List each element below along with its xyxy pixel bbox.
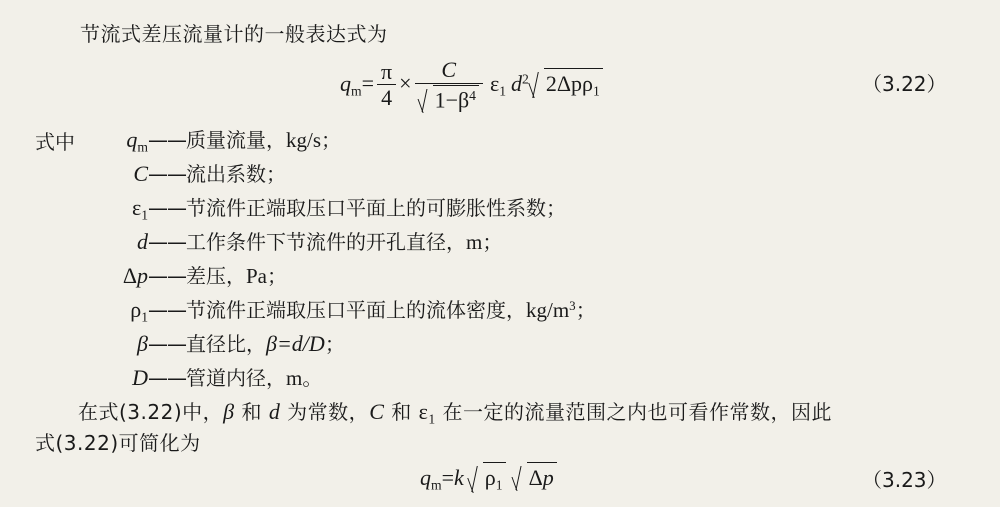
definition-dash: —— bbox=[148, 366, 186, 390]
closing-paragraph-line-1 bbox=[78, 396, 832, 429]
eq323-k: k bbox=[454, 465, 464, 490]
definition-tail: ； bbox=[324, 332, 345, 356]
intro-paragraph bbox=[80, 20, 388, 49]
equation-3-22 bbox=[340, 58, 603, 113]
definition-dash: —— bbox=[148, 332, 186, 356]
definition-row bbox=[110, 294, 596, 325]
definition-dash: —— bbox=[148, 128, 186, 152]
closing-text-g: 和 bbox=[384, 400, 419, 424]
eq322-pi-over-4: $\frac{\pi}{4}$ bbox=[377, 60, 396, 111]
definition-tail: 。 bbox=[302, 366, 323, 390]
closing-c: C bbox=[369, 399, 385, 424]
definition-symbol: Δp bbox=[122, 263, 148, 288]
eq323-equals: = bbox=[441, 465, 455, 490]
definition-unit: m bbox=[466, 230, 483, 254]
eq322-sqrt-1minusbeta4: $1-\beta^4$ bbox=[420, 85, 479, 113]
definition-symbol: C bbox=[133, 161, 148, 186]
definition-text: 节流件正端取压口平面上的可膨胀性系数； bbox=[186, 196, 566, 220]
closing-text-c: 和 bbox=[234, 400, 269, 424]
eq322-d-squared: $d^2$ bbox=[511, 70, 529, 96]
definition-dash: —— bbox=[148, 196, 186, 220]
definition-dash: —— bbox=[148, 298, 186, 322]
eq322-qm: $q_m$ bbox=[340, 70, 362, 99]
definition-text: 差压， bbox=[186, 264, 246, 288]
closing-paragraph-line-2 bbox=[35, 429, 201, 458]
eq323-sqrt-deltap: Δp bbox=[514, 462, 557, 491]
eq322-equals: = bbox=[361, 70, 375, 96]
definition-unit: kg/s bbox=[286, 128, 322, 152]
where-label: 式中 bbox=[35, 130, 75, 154]
eq323-sqrt-rho1: $\rho_1$ bbox=[470, 462, 506, 493]
definition-text: 管道内径， bbox=[186, 366, 286, 390]
closing-epsilon1: $\varepsilon_1$ bbox=[418, 399, 436, 427]
equation-3-23 bbox=[420, 462, 557, 493]
eq322-sqrt-2dprho1: 2Δpρ$_1$ bbox=[531, 68, 603, 99]
definition-tail: ； bbox=[267, 264, 287, 288]
definition-text: 直径比， bbox=[186, 332, 266, 356]
closing-text-line2: 式(3.22)可简化为 bbox=[35, 431, 201, 455]
definition-text: 流出系数； bbox=[186, 162, 286, 186]
definition-symbol: $\rho_1$ bbox=[130, 297, 148, 325]
definition-symbol: $q_m$ bbox=[126, 127, 148, 155]
equation-3-22-number: （3.22） bbox=[862, 72, 947, 96]
definition-row bbox=[110, 226, 502, 255]
eq322-times: × bbox=[399, 70, 412, 96]
definition-symbol: d bbox=[137, 229, 148, 254]
definition-unit: m bbox=[286, 366, 303, 390]
definition-unit: β=d/D bbox=[266, 331, 325, 356]
definition-tail: ； bbox=[321, 128, 342, 152]
definition-row bbox=[110, 192, 566, 223]
definition-dash: —— bbox=[148, 162, 186, 186]
eq322-epsilon1: $\varepsilon_1$ bbox=[489, 70, 507, 99]
closing-beta: β bbox=[223, 399, 235, 424]
definition-text: 工作条件下节流件的开孔直径， bbox=[186, 230, 466, 254]
equation-3-23-number: （3.23） bbox=[862, 468, 947, 492]
definition-tail: ； bbox=[575, 298, 596, 322]
definition-symbol: β bbox=[137, 331, 148, 356]
closing-d: d bbox=[268, 399, 281, 424]
definition-symbol: $\varepsilon_1$ bbox=[131, 195, 148, 223]
definition-row bbox=[110, 158, 286, 187]
definition-row bbox=[107, 260, 287, 289]
definition-tail: ； bbox=[482, 230, 503, 254]
definition-unit: $kg/m^3$ bbox=[526, 297, 576, 322]
definition-symbol: D bbox=[132, 365, 148, 390]
eq323-qm: $q_m$ bbox=[420, 465, 442, 493]
intro-text: 节流式差压流量计的一般表达式为 bbox=[80, 22, 388, 46]
definition-row bbox=[110, 362, 322, 391]
closing-text-i: 在一定的流量范围之内也可看作常数，因此 bbox=[435, 400, 833, 424]
definition-row bbox=[110, 124, 341, 155]
definition-dash: —— bbox=[148, 264, 186, 288]
eq322-c-over-sqrt: $\frac{C}{1-\beta^4}$ bbox=[415, 58, 483, 113]
definition-dash: —— bbox=[148, 230, 186, 254]
definition-unit: Pa bbox=[246, 264, 267, 288]
closing-text-a: 在式(3.22)中， bbox=[78, 400, 224, 424]
definition-row bbox=[110, 328, 345, 357]
definition-text: 节流件正端取压口平面上的流体密度， bbox=[186, 298, 526, 322]
definition-text: 质量流量， bbox=[186, 128, 286, 152]
closing-text-e: 为常数， bbox=[280, 400, 370, 424]
